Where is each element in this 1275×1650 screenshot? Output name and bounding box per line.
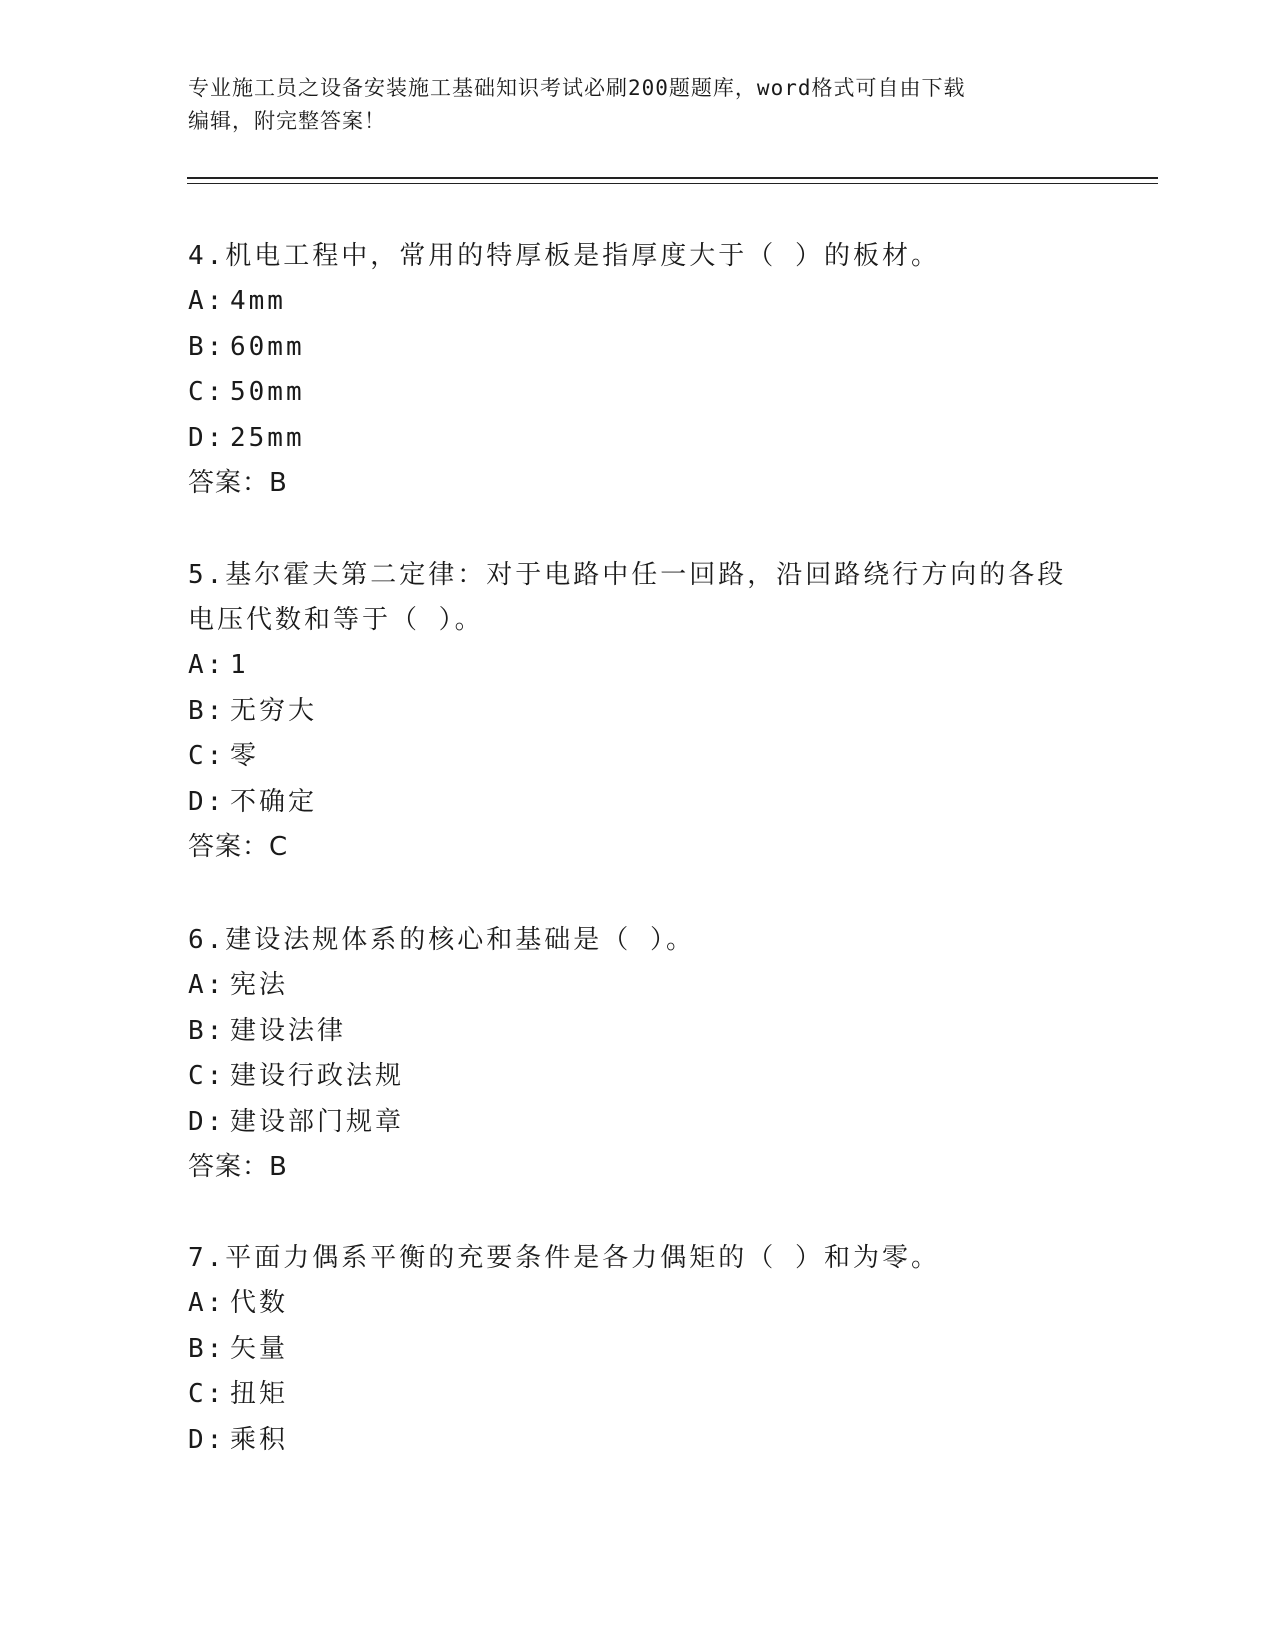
question-stem-line-2: 电压代数和等于（ ）。 [188,605,484,635]
question-stem: 7.平面力偶系平衡的充要条件是各力偶矩的（ ）和为零。 [188,1243,940,1273]
option-letter: C: [188,741,226,771]
option-letter: A: [188,650,226,680]
question-4 [188,234,1068,506]
header-line-2: 编辑，附完整答案！ [188,109,386,133]
option-letter: A: [188,970,226,1000]
question-6 [188,918,1068,1190]
option-d [188,1418,1068,1464]
question-stem-line-1: 5.基尔霍夫第二定律：对于电路中任一回路，沿回路绕行方向的各段 [188,560,1067,590]
option-b [188,1327,1068,1373]
option-b [188,325,1068,371]
answer: 答案：C [188,832,289,862]
option-c [188,370,1068,416]
question-stem: 6.建设法规体系的核心和基础是（ ）。 [188,925,695,955]
option-d [188,1100,1068,1146]
option-text: 1 [230,650,249,680]
option-text: 60mm [230,331,305,362]
option-text: 无穷大 [230,695,318,726]
option-letter: B: [188,331,226,362]
option-letter: A: [188,1288,226,1318]
option-a [188,279,1068,325]
option-text: 代数 [230,1288,289,1318]
option-text: 宪法 [230,970,289,1000]
option-d [188,780,1068,826]
answer: 答案：B [188,468,288,498]
option-text: 建设行政法规 [230,1061,405,1091]
document-header [188,72,1068,138]
option-c [188,1372,1068,1418]
header-divider-thin [187,183,1158,184]
option-text: 4mm [230,286,286,316]
option-letter: D: [188,1424,226,1455]
option-text: 乘积 [230,1424,289,1455]
option-letter: C: [188,1379,226,1409]
option-text: 建设部门规章 [230,1106,405,1137]
question-7 [188,1236,1068,1463]
option-text: 不确定 [230,786,318,817]
option-text: 建设法律 [230,1015,347,1046]
option-a [188,643,1068,689]
answer: 答案：B [188,1152,288,1182]
option-b [188,1009,1068,1055]
option-d [188,416,1068,462]
question-stem: 4.机电工程中，常用的特厚板是指厚度大于（ ）的板材。 [188,241,940,271]
option-text: 零 [230,741,260,771]
option-c [188,734,1068,780]
option-text: 矢量 [230,1333,289,1364]
option-letter: C: [188,377,226,407]
option-letter: B: [188,1333,226,1364]
option-letter: B: [188,1015,226,1046]
option-letter: C: [188,1061,226,1091]
option-a [188,1281,1068,1327]
option-text: 50mm [230,377,305,407]
option-letter: D: [188,786,226,817]
option-c [188,1054,1068,1100]
option-letter: D: [188,422,226,453]
option-letter: B: [188,695,226,726]
option-letter: D: [188,1106,226,1137]
header-divider-thick [187,177,1158,179]
option-text: 扭矩 [230,1379,289,1409]
question-5 [188,553,1068,870]
header-line-1: 专业施工员之设备安装施工基础知识考试必刷200题题库，word格式可自由下载 [188,76,966,100]
option-text: 25mm [230,422,305,453]
option-b [188,689,1068,735]
option-a [188,963,1068,1009]
option-letter: A: [188,286,226,316]
